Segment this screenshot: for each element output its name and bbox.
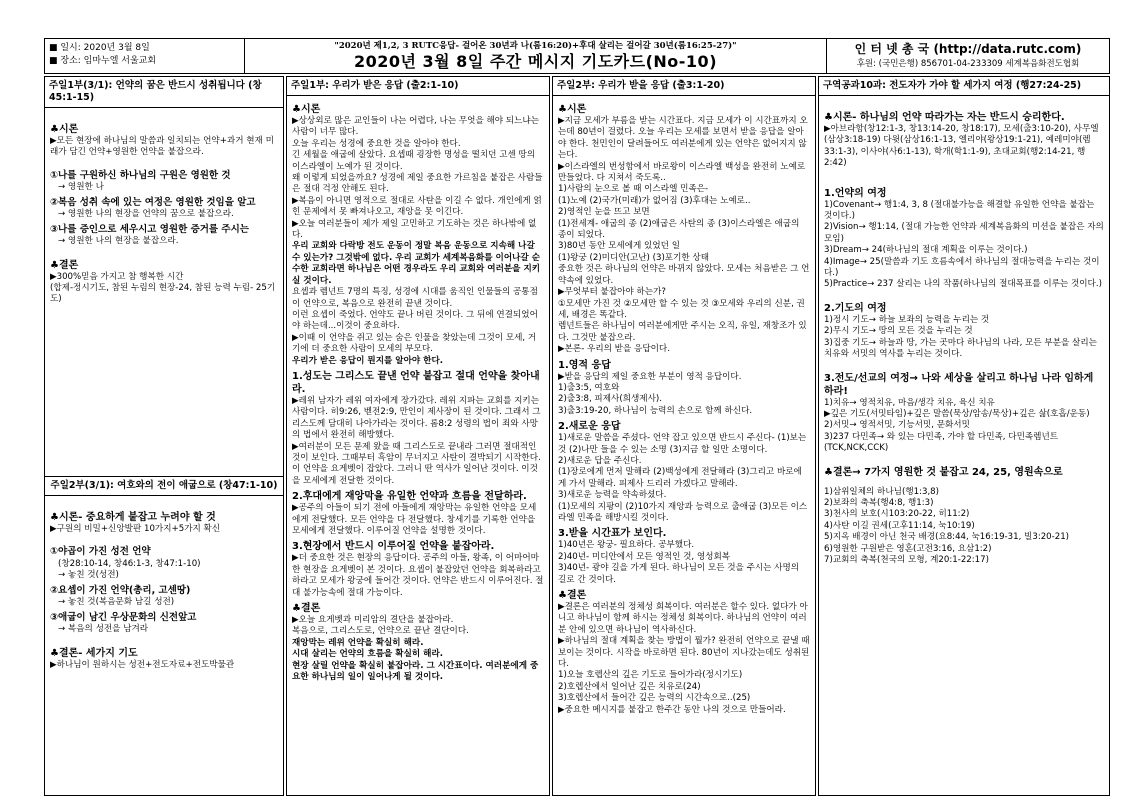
point-text: 1)40년은 왕궁- 필요하다. 공부했다. 2)40년- 미디안에서 모든 영적인 것, 영성회복 3)40년- 광야 길을 가게 된다. 하나님이 모든 것을 주시는 사명의 길로 간 것이다. (558, 540, 800, 585)
point-heading: 1.언약의 여정 (824, 187, 887, 199)
sermon-emphasis: 우리 교회와 다락방 전도 운동이 정말 복음 운동으로 지속해 나갈 수 있는가? 그것밖에 없다. 우리 교회가 세계복음화를 이어나갈 순수한 교회라면 하나님은 어떤 경우라도 우리 교회와 여러분을 지키실 것이다. (292, 241, 541, 286)
conclusion-heading: ♣결론 (292, 603, 321, 615)
header (44, 38, 1110, 74)
sermon-text: ▶모든 현장에 하나님의 말씀과 일치되는 언약+과거 현재 미래가 담긴 언약+영원한 언약을 붙잡으라. (50, 136, 274, 158)
subtitle: "2020년 제1,2, 3 RUTC응답- 걸어온 30년과 나(롬16:20)+후대 살리는 걸어갈 30년(롬16:25-27)" (334, 41, 737, 51)
column-cell-lesson (818, 76, 1110, 796)
conclusion-heading: ♣결론→ 7가지 영원한 것 붙잡고 24, 25, 영원속으로 (824, 466, 1063, 478)
conclusion-heading: ♣결론 (50, 259, 79, 271)
date: ■ 일시: 2020년 3월 8일 (49, 43, 150, 53)
sermon-text: 요셉과 렘넌트 7명의 특징, 성경에 시대를 움직인 인물들의 공통점이 언약으로, 복음으로 완전히 끝낸 것이다. 이런 요셉이 죽었다. 언약도 끝나 버린 것이다. 그 뒤에 연결되었어야 하는데...이것이 중요하다. ▶이때 이 언약을 쥐고 있는 숨은 인물을 찾았는데 그것이 모세, 거기에 더 중요한 사람이 모세의 부모다. (292, 287, 538, 355)
sponsor-info: 후원: (국민은행) 856701-04-233309 세계복음화전도협회 (856, 59, 1080, 69)
section-title: 주일1부(3/1): 언약의 꿈은 반드시 성취됩니다 (창45:1-15) (45, 77, 283, 108)
conclusion-heading: ♣결론 (558, 590, 587, 602)
point-text: 1)치유→ 영적치유, 마음/생각 치유, 육신 치유 ▶깊은 기도(서밋타임)+깊은 말씀(묵상/암송/묵상)+깊은 삶(호흡/운동) 2)서밋→ 영적서밋, 기능서밋, 문화서밋 3)237 다민족→ 와 있는 다민족, 가야 할 다민족, 다민족렘넌트(TCK,NCK,CCK) (824, 397, 1090, 454)
point-heading: 3.받을 시간표가 보인다. (558, 528, 667, 540)
columns (44, 76, 1110, 796)
sermon-heading: ♣시론 (558, 104, 587, 115)
point-heading: 1.성도는 그리스도 끝낸 언약 붙잡고 절대 언약을 찾아내라. (292, 370, 540, 395)
sermon-heading: ♣시론- 중요하게 붙잡고 누려야 할 것 (50, 512, 216, 523)
conclusion-text: 1)삼위일체의 하나님(행1:3,8) 2)보좌의 축복(행4:8, 행1:3) 3)천사의 보호(시103:20-22, 히11:2) 4)사탄 이길 권세(고후11:14, 눅10:19) 5)지옥 배경이 아닌 천국 배경(요8:44, 눅16:19-31, 빌3:20-21) 6)영원한 구원받은 영혼(고전3:16, 요삼1:2) 7)교회의 축복(천국의 모형, 계20:1-22:17) (824, 486, 1070, 565)
sermon-emphasis: 우리가 받은 응답이 뭔지를 알아야 한다. (292, 355, 444, 366)
conclusion-text: ▶300%믿음 가지고 참 행복한 시간 (합제-정시기도, 참된 누림의 현장-24, 참된 능력 누림- 25기도) (50, 271, 276, 305)
section-body (45, 108, 283, 476)
point-item: ②요셉이 가진 언약(총리, 고센땅) → 놓친 것(복음문화 남길 성전) (50, 584, 191, 608)
point-text: ▶더 중요한 것은 현장의 응답이다. 공주의 아들, 왕족, 이 어마어마한 현장을 요게벳이 본 것이다. 요셉이 붙잡았던 언약을 회복하라고 하라고 모세가 왕궁에 들어간 것이다. 언약은 반드시 이루어진다. 절대 불가능속에 절대 가능이다. (292, 553, 544, 598)
point-text: ▶레위 남자가 레위 여자에게 장가갔다. 레위 지파는 교회를 지키는 사람이다. 히9:26, 벧전2:9, 만인이 제사장이 된 것이다. 그래서 그리스도께 담대히 나아가라는 것이다. 롬8:2 성령의 법이 죄와 사망의 법에서 완전히 해방했다. ▶여러분이 모든 문제 왔을 때 그리스도로 끝내라 그러면 절대적인 것이 보인다. 그때부터 흑암이 무너지고 사탄이 결박되기 시작한다. 이 언약을 요게벳이 잡았다. 그러니 딴 역사가 일어난 것이다. 이것을 모세에게 전달한 것이다. (292, 395, 541, 486)
sermon-text: ▶오늘 여러분들이 제가 제일 고민하고 기도하는 것은 하나밖에 없다. (292, 218, 537, 241)
section-title: 주일2부(3/1): 여호와의 전이 애굽으로 (창47:1-10) (45, 476, 283, 496)
conclusion-text: ▶오늘 요게벳과 미리암의 결단을 붙잡아라. 복음으로, 그리스도로, 언약으로 끝난 결단이다. (292, 615, 469, 637)
section-title: 주일2부: 우리가 받을 응답 (출3:1-20) (553, 77, 815, 96)
sermon-text: ▶상상외로 많은 교인들이 나는 어렵다, 나는 무엇을 해야 되느냐는 사람이 너무 많다. 오늘 우리는 성경에 중요한 것을 알아야 한다. 긴 세월을 애굽에 살았다. 요셉때 굉장한 명성을 떨치던 고센 땅의 이스라엘이 노예가 된 것이다. 왜 이렇게 되었을까요? 성경에 제일 중요한 가르침을 붙잡은 사람들은 절대 걱정 안해도 된다. ▶복음이 아니면 영적으로 절대로 사탄을 이길 수 없다. 개인에게 얽힌 문제에서 못 빠져나오고, 재앙을 못 이긴다. (292, 116, 543, 218)
header-title-box (245, 39, 827, 73)
place: ■ 장소: 임마누엘 서울교회 (49, 56, 157, 66)
column-sunday-services (44, 76, 284, 796)
header-site-box (827, 39, 1109, 73)
header-info (45, 39, 245, 73)
section-body (287, 96, 549, 687)
sermon-heading: ♣시론 (50, 124, 79, 135)
point-text: 1)새로운 말씀을 주셨다- 언약 잡고 있으면 반드시 주신다- (1)보는 것 (2)나만 들을 수 있는 소명 (3)지금 할 일만 소명이다. 2)새로운 답을 주신다. (1)장로에게 먼저 말해라 (2)백성에게 전달해라 (3)그리고 바로에게 가서 말해라. 피제사 드리러 가겠다고 말해라. 3)새로운 능력을 약속하셨다. (1)모세의 지팡이 (2)10가지 재앙과 능력으로 출애굽 (3)모든 이스라엘 민족을 해방시킬 것이다. (558, 433, 808, 523)
point-item: ②복음 성취 속에 있는 여정은 영원한 것임을 알고 → 영원한 나의 현장을 언약의 꿈으로 붙잡으라. (50, 196, 256, 220)
point-item: ①야곱이 가진 성전 언약 (창28:10-14, 창46:1-3, 창47:1-10) → 놓친 것(성전) (50, 546, 201, 581)
point-heading: 2.후대에게 재앙막을 유일한 언약과 흐름을 전달하라. (292, 491, 527, 503)
point-item: ③애굽이 남긴 우상문화의 신전앞고 → 복음의 성전을 남겨라 (50, 611, 197, 635)
point-heading: 2.새로운 응답 (558, 421, 621, 433)
point-text: 1)정시 기도→ 하늘 보좌의 능력을 누리는 것 2)무시 기도→ 땅의 모든 것을 누리는 것 3)집중 기도→ 하늘과 땅, 가는 곳마다 하나님의 나라, 모든 부분을 살리는 치유와 서밋의 역사를 누리는 것이다. (824, 314, 1097, 360)
section-body (819, 96, 1109, 570)
column-answer-to-receive (552, 76, 816, 796)
column-answer-received (286, 76, 550, 796)
sermon-heading: ♣시론 (292, 104, 321, 115)
section-title: 구역공과10과: 전도자가 가야 할 세가지 여정 (행27:24-25) (819, 77, 1109, 96)
prayer-card (44, 38, 1110, 796)
point-heading: 1.영적 응답 (558, 359, 611, 371)
point-text: 1)Covenant→ 행1:4, 3, 8 (절대불가능을 해결할 유일한 언약을 붙잡는 것이다.) 2)Vision→ 행1:14, (절대 가능한 언약과 세계복음화의 미션을 붙잡은 자의 모임) 3)Dream→ 24(하나님의 절대 계획을 이루는 것이다.) 4)Image→ 25(말씀과 기도 흐름속에서 하나님의 절대능력을 누리는 것이다.) 5)Practice→ 237 살리는 나의 작품(하나님의 절대목표를 이루는 것이다.) (824, 199, 1104, 290)
sermon-text: ▶구원의 비밀+신앙발판 10가지+5가지 확신 (50, 524, 221, 534)
point-heading: 2.기도의 여정 (824, 302, 887, 314)
page-title: 2020년 3월 8일 주간 메시지 기도카드(No-10) (353, 52, 718, 71)
point-text: ▶받을 응답의 제일 중요한 부분이 영적 응답이다. 1)출3:5, 여호와 2)출3:8, 피제사(희생제사). 3)출3:19-20, 하나님이 능력의 손으로 함께 하신다. (558, 371, 753, 416)
site-link[interactable]: 인 터 넷 총 국 (http://data.rutc.com) (854, 42, 1082, 56)
sermon-heading: ♣시론- 하나님의 언약 따라가는 자는 반드시 승리한다. (824, 112, 1065, 123)
point-item: ③나를 증인으로 세우시고 영원한 증거를 주시는 → 영원한 나의 현장을 붙잡으라. (50, 223, 249, 247)
point-text: ▶공주의 아들이 되기 전에 아들에게 재앙막는 유일한 언약을 모세에게 전달했다. 모든 언약을 다 전달했다. 창세기를 기록한 언약을 모세에게 전달했다. 이루어질 언약을 설명한 것이다. (292, 503, 537, 536)
conclusion-text: ▶결론은 여러분의 정체성 회복이다. 여러분은 할수 있다. 없다가 아니고 하나님이 함께 하시는 정체성 회복이다. 하나님의 언약이 여러분 안에 있으면 하나님이 역사하신다. ▶하나님의 절대 계획을 찾는 방법이 뭘가? 완전히 언약으로 끝낼 때 보이는 것이다. 시작을 바로하면 된다. 80년이 지나갔는데도 성취된다. 1)오늘 호렙산의 깊은 기도로 들어가라(정시기도) 2)호렙산에서 일어난 깊은 치유로(24) 3)호렙산에서 들어간 깊은 능력의 시간속으로..(25) ▶중요한 메시지를 붙잡고 한주간 동안 나의 것으로 만들어라. (558, 602, 810, 715)
section-title: 주일1부: 우리가 받은 응답 (출2:1-10) (287, 77, 549, 96)
point-heading: 3.전도/선교의 여정→ 나와 세상을 살리고 하나님 나라 임하게 하라! (824, 372, 1094, 397)
conclusion-emphasis: 재앙막는 레위 언약을 확실히 해라. 시대 살리는 언약의 흐름을 확실히 해라. 현장 살릴 언약을 확실히 붙잡아라. 그 시간표이다. 여러분에게 중요한 하나님의 일이 일어나게 될 것이다. (292, 637, 539, 683)
conclusion-text: ▶하나님이 원하시는 성전+전도자료+전도박물관 (50, 659, 235, 670)
section-body (553, 96, 815, 720)
sermon-text: ▶지금 모세가 부름을 받는 시간표다. 지금 모세가 이 시간표까지 오는데 80년이 걸렸다. 오늘 우리는 모세를 보면서 받을 응답을 알아야 한다. 천민인이 달려들어도 여러분에게 있는 언약은 없어지지 않는다. ▶이스라엘의 번성함에서 바로왕이 이스라엘 백성을 완전히 노예로 만들었다. 다 지쳐서 죽도록.. 1)사람의 눈으로 볼 때 이스라엘 민족은- (1)노예 (2)국가(미래)가 없어짐 (3)후대는 노예로.. 2)영적인 눈을 뜨고 보면 (1)전세계- 애굽의 종 (2)애굽은 사탄의 종 (3)이스라엘은 애굽의 종이 되었다. 3)80년 동안 모세에게 있었던 일 (1)왕궁 (2)미디안(고난) (3)포기한 상태 중요한 것은 하나님의 언약은 바뀌지 않았다. 모세는 처음받은 그 언약속에 있었다. ▶무엇부터 붙잡아야 하는가? ①모세만 가진 것 ②모세만 할 수 있는 것 ③모세와 우리의 신분, 권세, 배경은 똑같다. 렘넌트들은 하나님이 여러분에게만 주시는 오직, 유일, 재창조가 있다. 그것만 붙잡으라. ▶본론- 우리의 받을 응답이다. (558, 116, 810, 355)
point-heading: 3.현장에서 반드시 이루어질 언약을 붙잡아라. (292, 541, 495, 553)
sermon-text: ▶아브라함(창12:1-3, 창13:14-20, 창18:17), 모세(출3:10-20), 사무엘(삼상3:18-19) 다윗(삼상16:1-13, 엘리야(왕상19:1-21), 예레미야(렘33:1-3), 이사야(사6:1-13), 학개(학1:1-9), 초대교회(행2:14-21, 행2:42) (824, 124, 1099, 169)
point-item: ①나를 구원하신 하나님의 구원은 영원한 것 → 영원한 나 (50, 169, 231, 193)
section-body (45, 496, 283, 675)
conclusion-heading: ♣결론- 세가지 기도 (50, 647, 138, 659)
